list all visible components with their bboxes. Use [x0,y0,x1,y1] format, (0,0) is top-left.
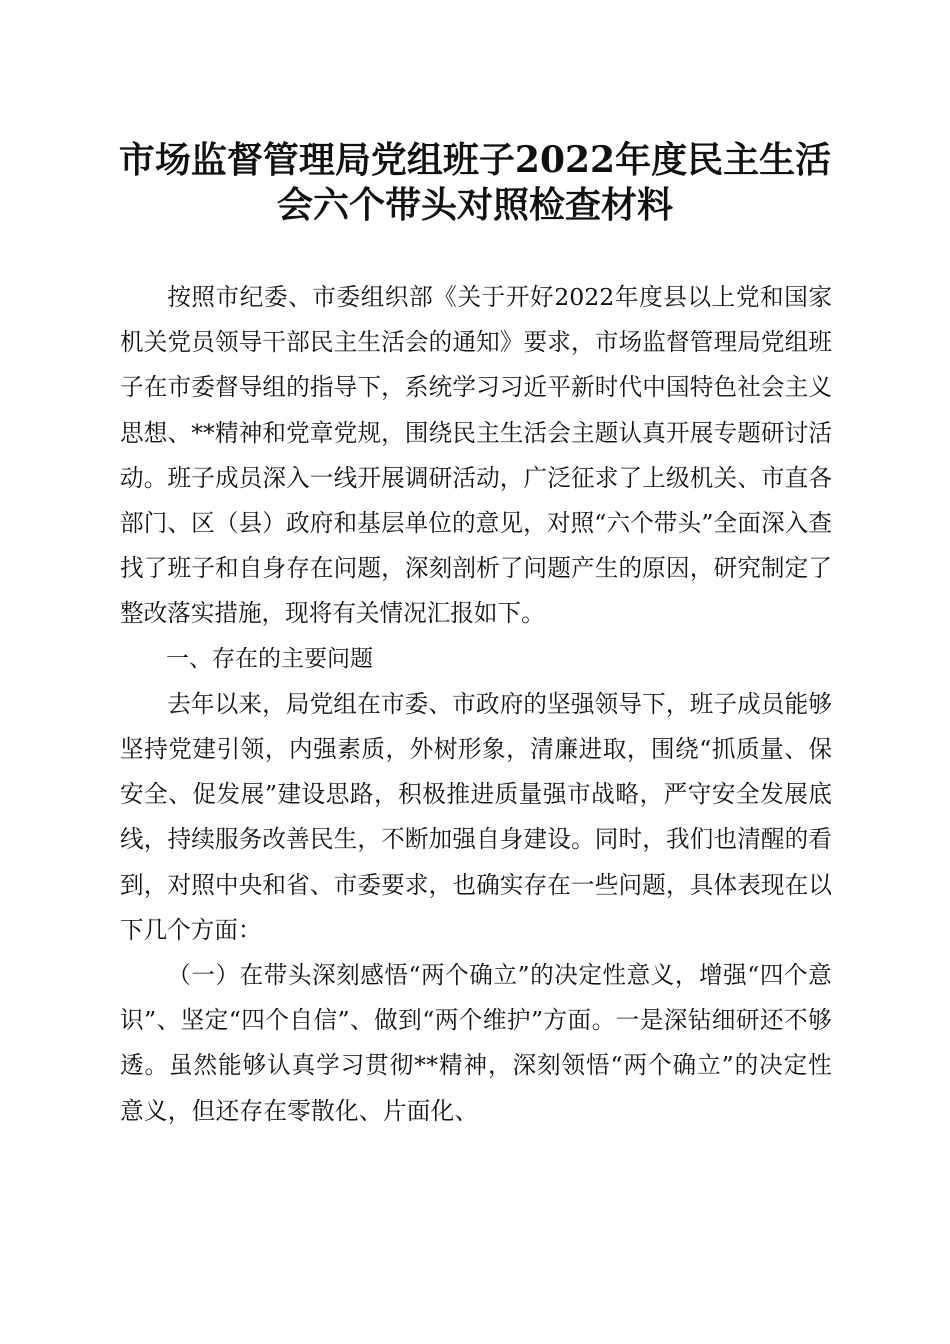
intro-paragraph: 按照市纪委、市委组织部《关于开好2022年度县以上党和国家机关党员领导干部民主生活会的通知》要求，市场监督管理局党组班子在市委督导组的指导下，系统学习习近平新时代中国特色社会主义思想、**精神和党章党规，围绕民主生活会主题认真开展专题研讨活动。班子成员深入一线开展调研活动，广泛征求了上级机关、市直各部门、区（县）政府和基层单位的意见，对照“六个带头”全面深入查找了班子和自身存在问题，深刻剖析了问题产生的原因，研究制定了整改落实措施，现将有关情况汇报如下。 [120,283,832,628]
document-title-line-2: 会六个带头对照检查材料 [276,184,673,226]
section-paragraph: 去年以来，局党组在市委、市政府的坚强领导下，班子成员能够坚持党建引领，内强素质，外树形象，清廉进取，围绕“抓质量、保安全、促发展”建设思路，积极推进质量强市战略，严守安全发展底线，持续服务改善民生，不断加强自身建设。同时，我们也清醒的看到，对照中央和省、市委要求，也确实存在一些问题，具体表现在以下几个方面： [120,689,832,944]
document-title-line-1: 市场监督管理局党组班子2022年度民主生活 [118,139,832,181]
subsection-paragraph: （一）在带头深刻感悟“两个确立”的决定性意义，增强“四个意识”、坚定“四个自信”、做到“两个维护”方面。一是深钻细研还不够透。虽然能够认真学习贯彻**精神，深刻领悟“两个确立”的决定性意义，但还存在零散化、片面化、 [120,961,832,1125]
document-body [120,275,832,1134]
section-heading: 一、存在的主要问题 [166,645,373,672]
